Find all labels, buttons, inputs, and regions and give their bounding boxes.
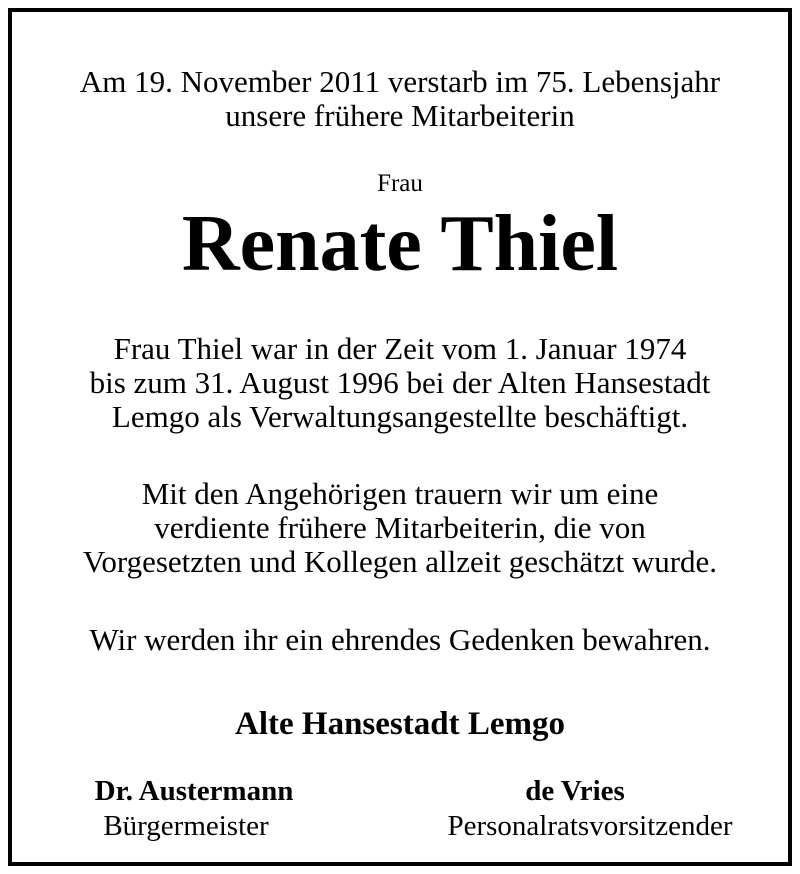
deceased-name: Renate Thiel [181,200,619,288]
signatory-2-name: de Vries [525,775,625,807]
memory-line: Wir werden ihr ein ehrendes Gedenken bewahren. [89,622,711,657]
employment-line-1: Frau Thiel war in der Zeit vom 1. Januar 1974 [113,331,687,366]
organization-name: Alte Hansestadt Lemgo [235,706,565,742]
signatory-1-name: Dr. Austermann [94,775,294,807]
salutation: Frau [377,170,423,197]
employment-line-2: bis zum 31. August 1996 bei der Alten Hansestadt [89,365,711,400]
mourning-line-1: Mit den Angehörigen trauern wir um eine [141,476,659,511]
signatory-2-title: Personalratsvorsitzender [447,810,733,842]
signatory-1-title: Bürgermeister [103,810,269,842]
intro-line-1: Am 19. November 2011 verstarb im 75. Lebensjahr [79,64,721,99]
employment-line-3: Lemgo als Verwaltungsangestellte beschäftigt. [111,399,689,434]
intro-line-2: unsere frühere Mitarbeiterin [225,98,575,133]
mourning-line-2: verdiente frühere Mitarbeiterin, die von [154,510,646,545]
mourning-line-3: Vorgesetzten und Kollegen allzeit geschätzt wurde. [82,544,718,579]
